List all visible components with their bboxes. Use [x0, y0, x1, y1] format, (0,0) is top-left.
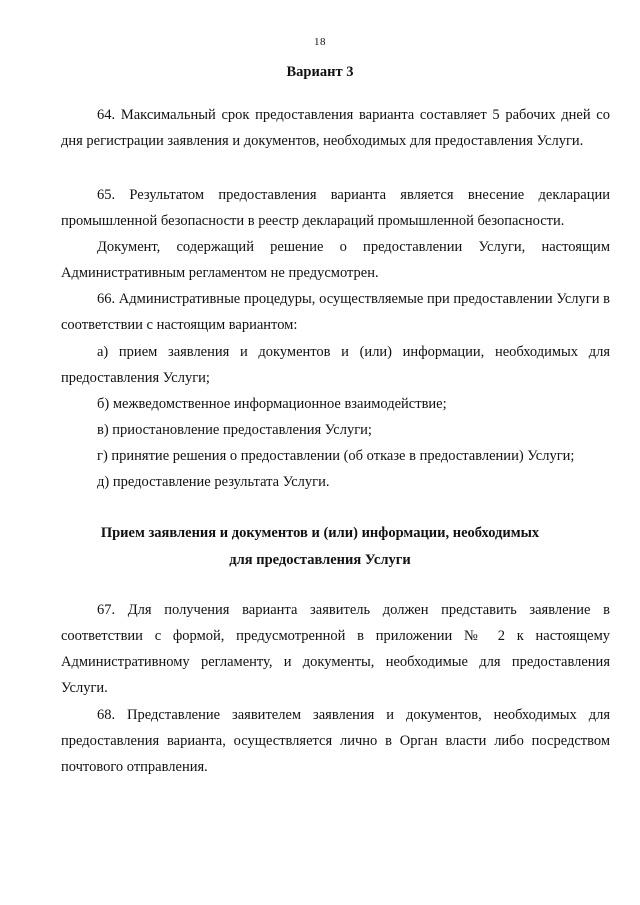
paragraph-65: 65. Результатом предоставления варианта является внесение декларации промышленной безопасности в реестр деклараций промышленной безопасности.: [61, 187, 610, 229]
list-item-a: а) прием заявления и документов и (или) информации, необходимых для предоставления Услуги;: [61, 344, 610, 386]
variant-heading: Вариант 3: [286, 64, 354, 80]
paragraph-68: 68. Представление заявителем заявления и документов, необходимых для предоставления варианта, осуществляется лично в Орган власти либо посредством почтового отправления.: [61, 707, 610, 775]
list-item-g: г) принятие решения о предоставлении (об отказе в предоставлении) Услуги;: [97, 448, 575, 464]
page-number: 18: [314, 36, 326, 48]
list-item-d: д) предоставление результата Услуги.: [97, 474, 330, 490]
paragraph-66: 66. Административные процедуры, осуществляемые при предоставлении Услуги в соответствии с настоящим вариантом:: [61, 291, 610, 333]
paragraph-64: 64. Максимальный срок предоставления варианта составляет 5 рабочих дней со дня регистрации заявления и документов, необходимых для предоставления Услуги.: [61, 107, 610, 149]
paragraph-document: Документ, содержащий решение о предоставлении Услуги, настоящим Административным регламентом не предусмотрен.: [61, 239, 610, 281]
list-item-b: б) межведомственное информационное взаимодействие;: [97, 396, 447, 412]
section-title-line1: Прием заявления и документов и (или) информации, необходимых: [100, 525, 540, 541]
list-item-v: в) приостановление предоставления Услуги;: [97, 422, 372, 438]
paragraph-67: 67. Для получения варианта заявитель должен представить заявление в соответствии с формой, предусмотренной в приложении № 2 к настоящему Административному регламенту, и документы, необходимые для предоставления Услуги.: [61, 602, 610, 696]
section-title-line2: для предоставления Услуги: [229, 552, 411, 568]
